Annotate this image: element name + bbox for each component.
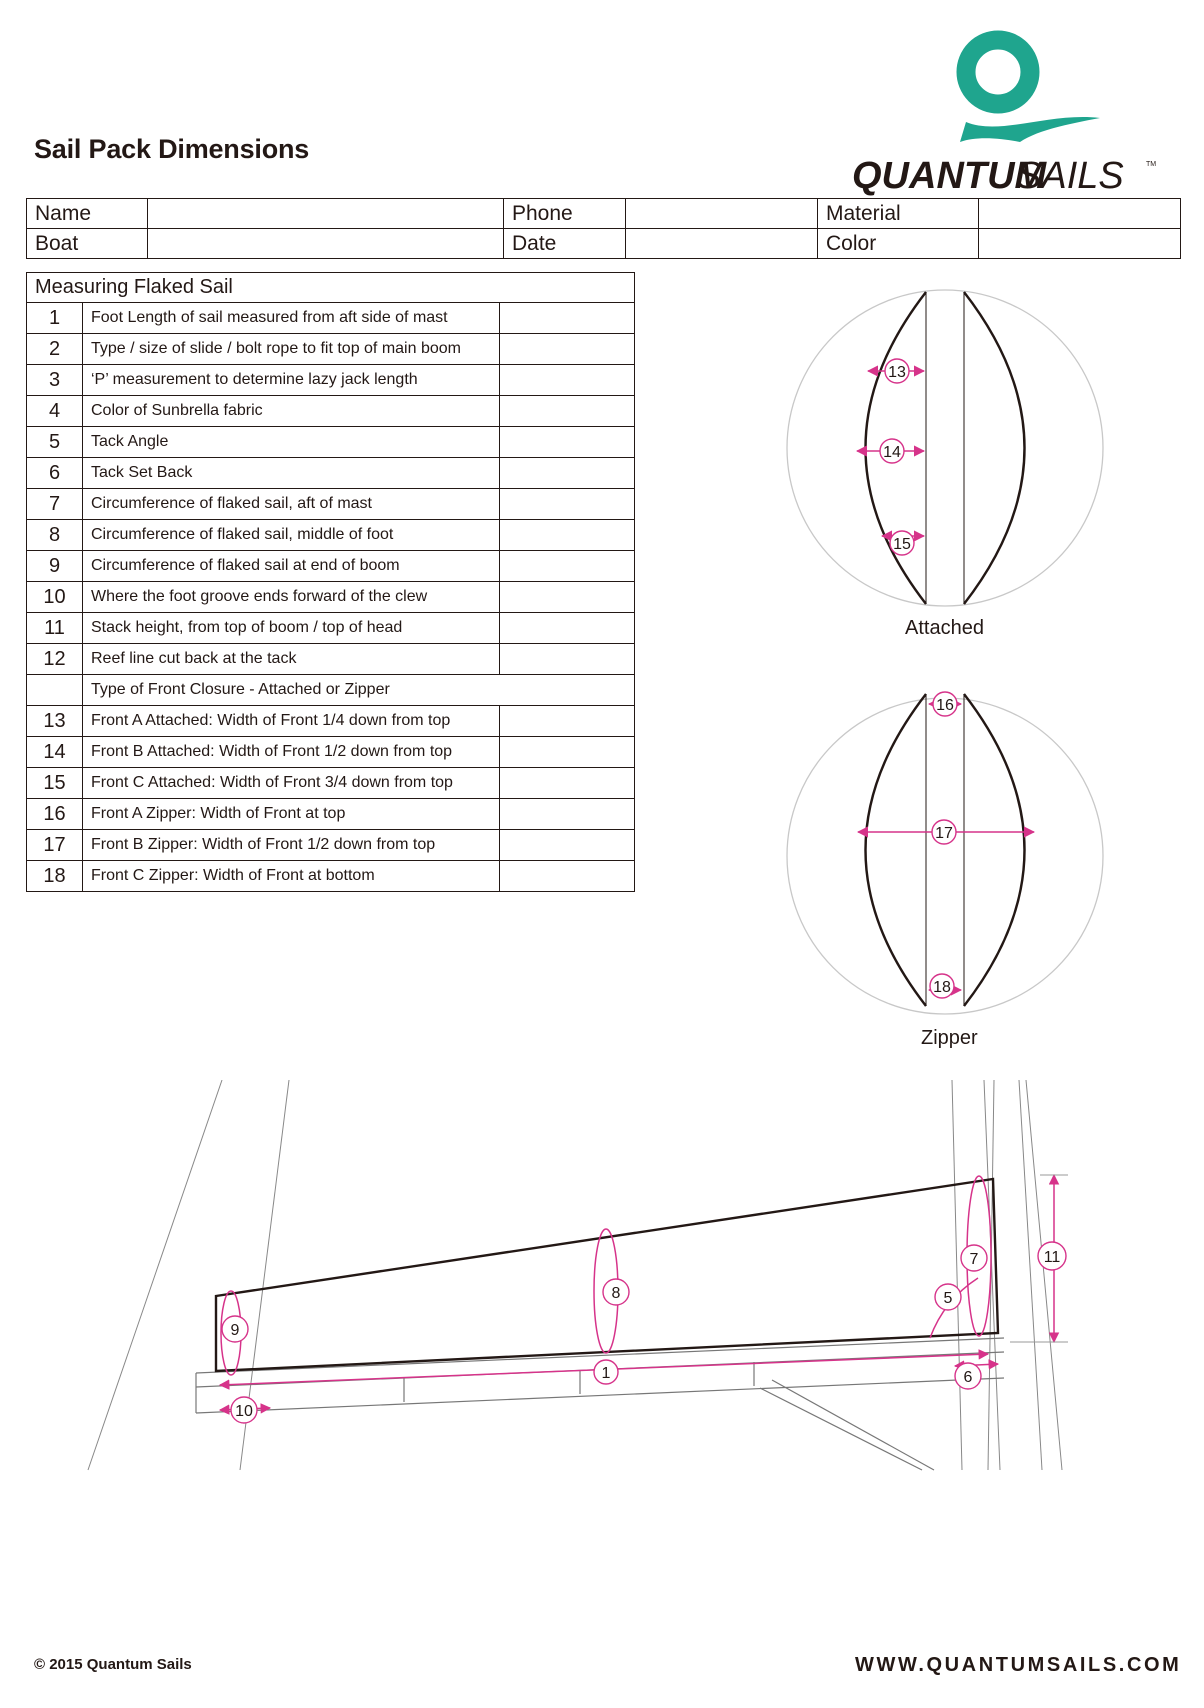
info-row-1: [27, 199, 1181, 229]
measurement-row: [27, 613, 635, 644]
measurement-value-field[interactable]: [500, 737, 635, 768]
measurement-number: 13: [27, 706, 83, 737]
measurement-number: 9: [27, 551, 83, 582]
svg-text:10: 10: [235, 1403, 253, 1420]
boat-field[interactable]: [148, 229, 504, 259]
measurement-row: [27, 799, 635, 830]
info-table: [26, 198, 1181, 259]
svg-text:8: 8: [611, 1285, 621, 1302]
marker-6: [955, 1363, 981, 1389]
svg-text:16: 16: [936, 697, 954, 714]
measurement-number: 2: [27, 334, 83, 365]
measurement-description: Where the foot groove ends forward of the clew: [83, 582, 500, 613]
marker-10: [231, 1397, 257, 1423]
measurement-value-field[interactable]: [500, 396, 635, 427]
marker-11: [1038, 1242, 1066, 1270]
zipper-label: Zipper: [921, 1027, 978, 1049]
footer-url[interactable]: WWW.QUANTUMSAILS.COM: [855, 1654, 1182, 1676]
measurement-number: 5: [27, 427, 83, 458]
boom-dimension-lines: [220, 1175, 1054, 1410]
measurement-row: [27, 396, 635, 427]
measurement-number: 11: [27, 613, 83, 644]
measurement-description: Front C Attached: Width of Front 3/4 down from top: [83, 768, 500, 799]
measurement-number: 15: [27, 768, 83, 799]
measurement-value-field[interactable]: [500, 489, 635, 520]
measurement-value-field[interactable]: [500, 334, 635, 365]
date-field[interactable]: [626, 229, 818, 259]
page-title: Sail Pack Dimensions: [34, 134, 310, 164]
measurement-value-field[interactable]: [500, 706, 635, 737]
measurement-row: [27, 861, 635, 892]
measurement-description: Circumference of flaked sail at end of boom: [83, 551, 500, 582]
logo-wordmark-bold: QUANTUM: [852, 155, 1047, 197]
measurement-row: [27, 365, 635, 396]
measurement-value-field[interactable]: [500, 427, 635, 458]
boat-label: Boat: [27, 229, 148, 259]
attached-outline-circle: [787, 290, 1103, 606]
measurement-number: 7: [27, 489, 83, 520]
attached-label: Attached: [905, 617, 984, 639]
measurement-row: [27, 489, 635, 520]
marker-13: [885, 359, 909, 383]
measurement-number: 18: [27, 861, 83, 892]
measurement-description: Foot Length of sail measured from aft side of mast: [83, 303, 500, 334]
logo-swash-icon: [960, 117, 1100, 142]
marker-5: [935, 1284, 961, 1310]
footer-copyright: © 2015 Quantum Sails: [34, 1656, 192, 1673]
svg-text:1: 1: [601, 1365, 611, 1382]
measurement-description: Front B Attached: Width of Front 1/2 down from top: [83, 737, 500, 768]
zipper-left-cover: [866, 694, 927, 1006]
marker-9: [222, 1316, 248, 1342]
marker-8: [603, 1279, 629, 1305]
material-label: Material: [818, 199, 979, 229]
measurement-number: 8: [27, 520, 83, 551]
measurement-value-field[interactable]: [500, 582, 635, 613]
svg-text:17: 17: [935, 825, 953, 842]
marker-15: [890, 531, 914, 555]
name-field[interactable]: [148, 199, 504, 229]
marker-14: [880, 439, 904, 463]
measurement-number: 14: [27, 737, 83, 768]
measurement-description: Type of Front Closure - Attached or Zipper: [83, 675, 635, 706]
attached-front-diagram: [780, 280, 1110, 640]
measurement-value-field[interactable]: [500, 520, 635, 551]
measurement-table-header: [27, 273, 635, 303]
marker-1: [594, 1360, 618, 1384]
measurement-description: Tack Angle: [83, 427, 500, 458]
marker-18: [930, 974, 954, 998]
measurement-description: Circumference of flaked sail, middle of foot: [83, 520, 500, 551]
measurement-value-field[interactable]: [500, 861, 635, 892]
measurement-row: [27, 830, 635, 861]
svg-text:15: 15: [893, 536, 911, 553]
phone-field[interactable]: [626, 199, 818, 229]
measurement-row: [27, 768, 635, 799]
measurement-value-field[interactable]: [500, 551, 635, 582]
marker-16: [933, 692, 957, 716]
measurement-number: 16: [27, 799, 83, 830]
measurement-number: 3: [27, 365, 83, 396]
svg-text:7: 7: [969, 1251, 979, 1268]
measurement-table: [26, 272, 635, 892]
measurement-description: Front A Attached: Width of Front 1/4 down from top: [83, 706, 500, 737]
measurement-row: [27, 334, 635, 365]
measurement-value-field[interactable]: [500, 458, 635, 489]
zipper-outline-circle: [787, 698, 1103, 1014]
measurement-number: 10: [27, 582, 83, 613]
marker-7: [961, 1245, 987, 1271]
measurement-row: [27, 458, 635, 489]
svg-text:11: 11: [1043, 1249, 1061, 1266]
measurement-header: Measuring Flaked Sail: [27, 273, 635, 303]
measurement-description: Circumference of flaked sail, aft of mast: [83, 489, 500, 520]
flaked-sail-outline: [216, 1179, 998, 1371]
svg-text:5: 5: [943, 1290, 953, 1307]
measurement-row: [27, 427, 635, 458]
measurement-row: [27, 520, 635, 551]
measurement-row: [27, 644, 635, 675]
zipper-right-cover: [964, 694, 1025, 1006]
zipper-front-diagram: [780, 680, 1110, 1050]
measurement-description: Front B Zipper: Width of Front 1/2 down from top: [83, 830, 500, 861]
svg-text:6: 6: [963, 1369, 973, 1386]
logo-wordmark-light: SAILS: [1016, 155, 1124, 197]
measurement-value-field[interactable]: [500, 303, 635, 334]
phone-label: Phone: [504, 199, 626, 229]
measurement-value-field[interactable]: [500, 644, 635, 675]
date-label: Date: [504, 229, 626, 259]
measurement-value-field[interactable]: [500, 768, 635, 799]
measurement-description: Reef line cut back at the tack: [83, 644, 500, 675]
color-label: Color: [818, 229, 979, 259]
measurement-row: [27, 582, 635, 613]
measurement-description: ‘P’ measurement to determine lazy jack length: [83, 365, 500, 396]
measurement-value-field[interactable]: [500, 799, 635, 830]
measurement-description: Front C Zipper: Width of Front at bottom: [83, 861, 500, 892]
measurement-number: 1: [27, 303, 83, 334]
svg-text:13: 13: [888, 364, 906, 381]
measurement-description: Stack height, from top of boom / top of head: [83, 613, 500, 644]
measurement-number: 6: [27, 458, 83, 489]
svg-text:18: 18: [933, 979, 951, 996]
measurement-number: 17: [27, 830, 83, 861]
measurement-value-field[interactable]: [500, 365, 635, 396]
info-row-2: [27, 229, 1181, 259]
measurement-number: 4: [27, 396, 83, 427]
svg-text:14: 14: [883, 444, 901, 461]
measurement-description: Tack Set Back: [83, 458, 500, 489]
measurement-row: [27, 551, 635, 582]
logo-ring-icon: [966, 40, 1030, 104]
quantum-sails-logo: [850, 26, 1168, 198]
measurement-value-field[interactable]: [500, 613, 635, 644]
measurement-description: Front A Zipper: Width of Front at top: [83, 799, 500, 830]
name-label: Name: [27, 199, 148, 229]
measurement-number: [27, 675, 83, 706]
measurement-description: Color of Sunbrella fabric: [83, 396, 500, 427]
boom-diagram: [0, 1080, 1204, 1480]
svg-text:9: 9: [230, 1322, 240, 1339]
measurement-row: [27, 303, 635, 334]
logo-tm: TM: [1146, 161, 1157, 168]
color-field[interactable]: [979, 229, 1181, 259]
attached-right-cover: [964, 292, 1025, 604]
measurement-description: Type / size of slide / bolt rope to fit top of main boom: [83, 334, 500, 365]
measurement-value-field[interactable]: [500, 830, 635, 861]
marker-17: [932, 820, 956, 844]
material-field[interactable]: [979, 199, 1181, 229]
measurement-row: [27, 737, 635, 768]
measurement-row: [27, 706, 635, 737]
measurement-row: [27, 675, 635, 706]
measurement-number: 12: [27, 644, 83, 675]
